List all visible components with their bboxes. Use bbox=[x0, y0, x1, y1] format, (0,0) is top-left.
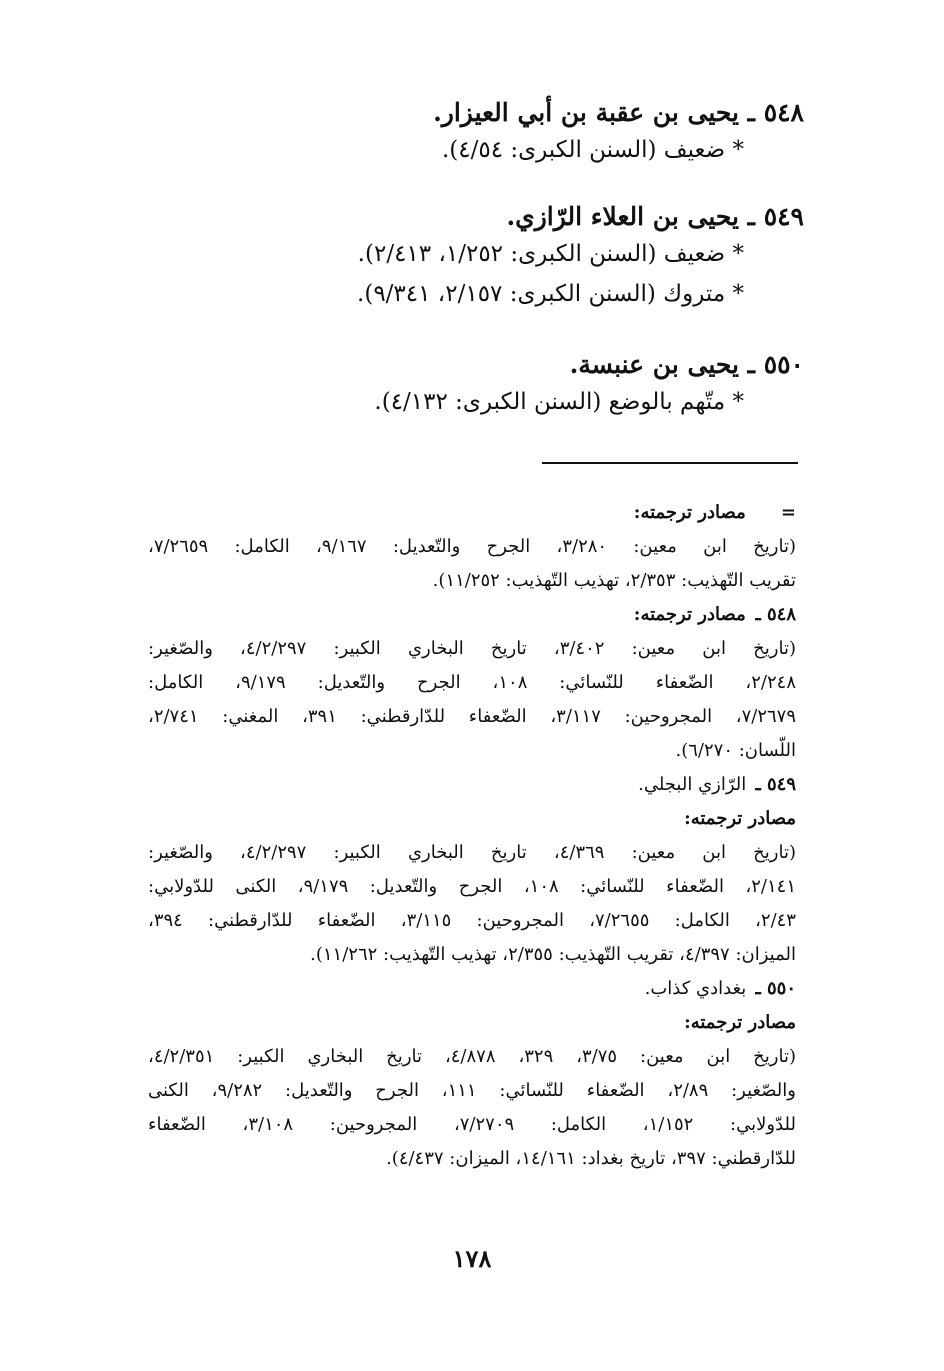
footnote-550 bbox=[148, 972, 796, 1176]
entry-549 bbox=[104, 200, 804, 314]
entry-line: * ضعيف (السنن الكبرى: ٤/٥٤). bbox=[441, 137, 744, 163]
footnote-line: (تاريخ ابن معين: ٤/٣٦٩، تاريخ البخاري الكبير: ٤/٢/٢٩٧، والصّغير: bbox=[148, 842, 796, 863]
entry-line: * متّهم بالوضع (السنن الكبرى: ٤/١٣٢). bbox=[374, 389, 744, 415]
footnote-title: مصادر ترجمته: bbox=[633, 604, 746, 625]
footnote-line: ٢/٤٣، الكامل: ٧/٢٦٥٥، المجروحين: ٣/١١٥، الضّعفاء للدّارقطني: ٣٩٤، bbox=[148, 910, 796, 931]
footnote-number: ٥٤٨ ـ bbox=[755, 604, 796, 625]
entry-548 bbox=[104, 96, 804, 170]
footnote-heading bbox=[148, 598, 796, 632]
footnote-line: (تاريخ ابن معين: ٣/٧٥، ٣٢٩، ٤/٨٧٨، تاريخ البخاري الكبير: ٤/٢/٣٥١، bbox=[148, 1046, 796, 1067]
footnote-line: (تاريخ ابن معين: ٣/٢٨٠، الجرح والتّعديل: ٩/١٦٧، الكامل: ٧/٢٦٥٩، bbox=[148, 536, 796, 557]
footnote-heading bbox=[148, 768, 796, 802]
footnote-number: = bbox=[780, 502, 796, 523]
footnote-continued bbox=[148, 496, 796, 598]
footnote-separator bbox=[542, 462, 798, 464]
entry-line: * متروك (السنن الكبرى: ٢/١٥٧، ٩/٣٤١). bbox=[357, 281, 744, 307]
footnote-title: بغدادي كذاب. bbox=[644, 978, 747, 999]
footnote-heading bbox=[148, 972, 796, 1006]
footnote-line: (تاريخ ابن معين: ٣/٤٠٢، تاريخ البخاري الكبير: ٤/٢/٢٩٧، والصّغير: bbox=[148, 638, 796, 659]
entry-heading: ٥٤٩ ـ يحيى بن العلاء الرّازي. bbox=[506, 202, 804, 231]
entry-heading: ٥٤٨ ـ يحيى بن عقبة بن أبي العيزار. bbox=[433, 98, 804, 127]
footnote-548 bbox=[148, 598, 796, 768]
footnote-title: مصادر ترجمته: bbox=[633, 502, 746, 523]
footnote-line: اللّسان: ٦/٢٧٠). bbox=[675, 740, 796, 761]
footnote-heading bbox=[148, 496, 796, 530]
page-number: ١٧٨ bbox=[452, 1244, 492, 1273]
footnotes bbox=[148, 496, 796, 1176]
footnote-line: للدّارقطني: ٣٩٧، تاريخ بغداد: ١٤/١٦١، الميزان: ٤/٤٣٧). bbox=[386, 1148, 796, 1169]
footnote-line: الميزان: ٤/٣٩٧، تقريب التّهذيب: ٢/٣٥٥، تهذيب التّهذيب: ١١/٢٦٢). bbox=[310, 944, 796, 965]
footnote-sources-label: مصادر ترجمته: bbox=[684, 1012, 796, 1033]
footnote-line: للدّولابي: ١/١٥٢، الكامل: ٧/٢٧٠٩، المجروحين: ٣/١٠٨، الضّعفاء bbox=[148, 1114, 796, 1135]
footnote-line: تقريب التّهذيب: ٢/٣٥٣، تهذيب التّهذيب: ١١/٢٥٢). bbox=[432, 570, 796, 591]
footnote-number: ٥٤٩ ـ bbox=[755, 774, 796, 795]
entry-line: * ضعيف (السنن الكبرى: ١/٢٥٢، ٢/٤١٣). bbox=[357, 241, 744, 267]
footnote-number: ٥٥٠ ـ bbox=[755, 978, 796, 999]
footnote-549 bbox=[148, 768, 796, 972]
footnote-line: والصّغير: ٢/٨٩، الضّعفاء للنّسائي: ١١١، الجرح والتّعديل: ٩/٢٨٢، الكنى bbox=[148, 1080, 796, 1101]
footnote-line: ٢/١٤١، الضّعفاء للنّسائي: ١٠٨، الجرح والتّعديل: ٩/١٧٩، الكنى للدّولابي: bbox=[148, 876, 797, 897]
entry-550 bbox=[104, 348, 804, 422]
entry-heading: ٥٥٠ ـ يحيى بن عنبسة. bbox=[569, 350, 804, 379]
footnote-line: ٢/٢٤٨، الضّعفاء للنّسائي: ١٠٨، الجرح والتّعديل: ٩/١٧٩، الكامل: bbox=[148, 672, 796, 693]
footnote-title: الرّازي البجلي. bbox=[638, 774, 747, 795]
footnote-sources-label: مصادر ترجمته: bbox=[684, 808, 796, 829]
footnote-line: ٧/٢٦٧٩، المجروحين: ٣/١١٧، الضّعفاء للدّارقطني: ٣٩١، المغني: ٢/٧٤١، bbox=[148, 706, 797, 727]
